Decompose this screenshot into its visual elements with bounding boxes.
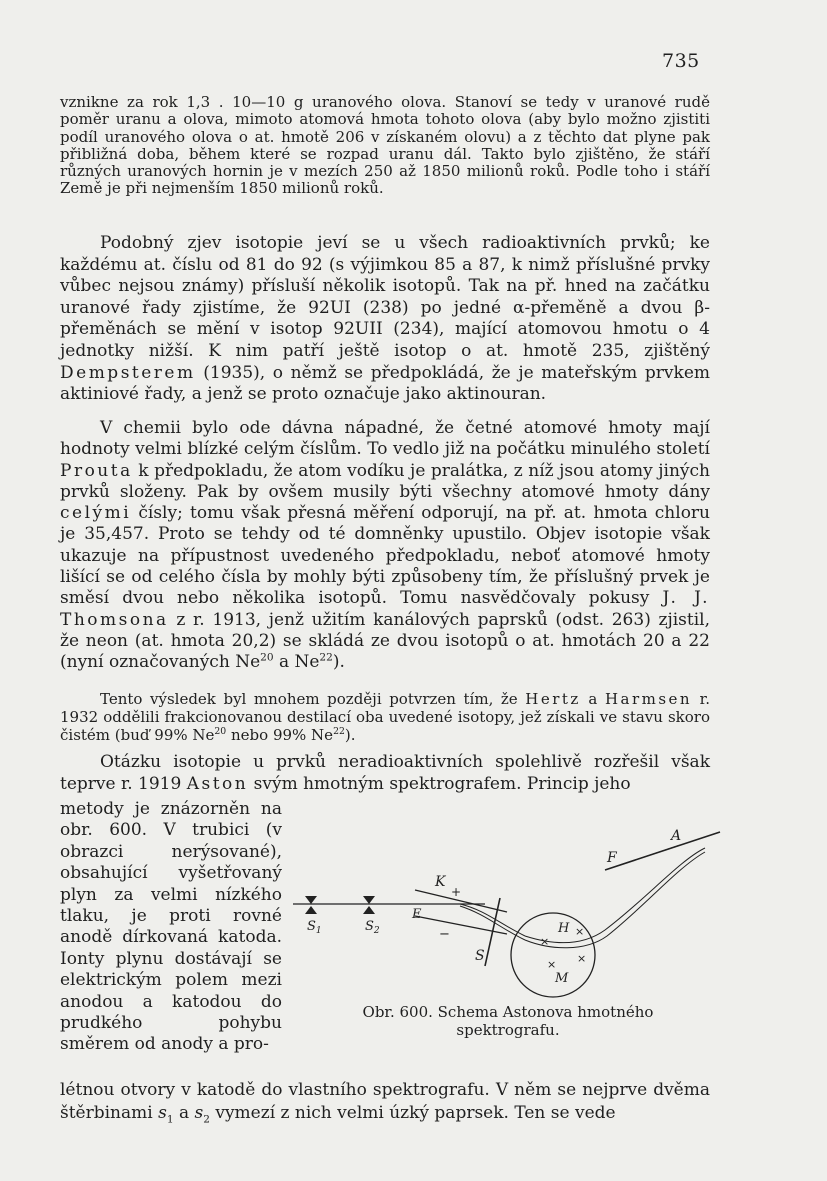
paragraph-4-part-b: r. 1932 oddělili frakcionovanou destilací oba uvedené isotopy, jež získali ve stavu skoro čistém (buď 99% Ne: [60, 690, 710, 744]
paragraph-2: [60, 233, 710, 406]
paragraph-4-note: [60, 691, 710, 744]
ne-symbol: Ne: [235, 652, 261, 673]
plate-edge: [620, 845, 680, 865]
paragraph-6-part-b: vymezí z nich velmi úzký paprsek. Ten se vede: [215, 1103, 616, 1123]
paragraph-5-part-b: svým hmotným spektrografem. Princip jeho: [253, 773, 631, 794]
aston-spectrograph-figure: [285, 820, 725, 1000]
paragraph-4-part-c: nebo 99% Ne: [231, 725, 334, 744]
slit-symbol-s2: s: [194, 1103, 204, 1123]
conjunction: a: [278, 652, 290, 673]
slit-s2-top: [363, 896, 375, 904]
paragraph-3-end: ).: [332, 652, 345, 673]
paragraph-4-end: ).: [344, 725, 356, 744]
slit-subscript-2: 2: [203, 1113, 210, 1126]
field-cross: ×: [575, 925, 585, 938]
conjunction: a: [178, 1103, 190, 1123]
label-s1: $S_1$: [307, 919, 322, 936]
ne-mass-22: 22: [333, 725, 345, 737]
paragraph-4-part-a: Tento výsledek byl mnohem později potvrzen tím, že: [100, 690, 518, 708]
paragraph-6: [60, 1079, 710, 1125]
paragraph-5-part-a: Otázku isotopie u prvků neradioaktivních spolehlivě rozřešil však teprve r. 1919: [60, 752, 710, 794]
ne-mass-20: 20: [214, 725, 227, 737]
figure-caption: Obr. 600. Schema Astonova hmotného spektrografu.: [362, 1003, 654, 1039]
field-cross: ×: [540, 935, 550, 948]
label-s: S: [475, 948, 485, 964]
name-thomson: J. J. Thomsona: [60, 588, 710, 630]
name-prout: Prouta: [60, 460, 133, 481]
emphasis-celymi: celými: [60, 503, 132, 524]
slit-s1-top: [305, 896, 317, 904]
label-h: H: [558, 921, 570, 936]
paragraph-1: [60, 94, 710, 198]
paragraph-5-left-column: metody je znázorněn na obr. 600. V trubici (v obrazci nerýsované), obsahující vyšetřovaný plyn za velmi nízkého tlaku, je proti rovné anodě dírkovaná katoda. Ionty plynu dostávají se elektrickým polem mezi anodou a katodou do prudkého pohybu směrem od anody a pro-: [60, 799, 282, 1055]
label-k: K: [435, 874, 446, 890]
paragraph-1-text: vznikne za rok 1,3 . 10—10 g uranového olova. Stanoví se tedy v uranové rudě poměr uranu a olova, mimoto atomová hmota tohoto olova (aby bylo možno zjistiti podíl uranového olova o at. hmotě 206 v získaném olovu) a z těchto dat plyne pak přibližná doba, během které se rozpad uranu dál. Takto bylo zjištěno, že stáří různých uranových hornin je v mezích 250 až 1850 milionů roků. Podle toho i stáří Země je při nejmenším 1850 milionů roků.: [60, 93, 710, 198]
label-m: M: [555, 971, 569, 986]
paragraph-3-part-d: z r. 1913, jenž užitím kanálových paprsků (odst. 263) zjistil, že neon (at. hmota 20,2) se skládá ze dvou isotopů o at. hmotách 20 a 22 (nyní označovaných: [60, 609, 711, 673]
slit-s2-bottom: [363, 906, 375, 914]
paragraph-2-tail: (1935), o němž se předpokládá, že je mateřským prvkem aktiniové řady, a jenž se proto označuje jako aktinouran.: [60, 362, 711, 405]
paragraph-2-text: Podobný zjev isotopie jeví se u všech radioaktivních prvků; ke každému at. číslu od 81 do 92 (s výjimkou 85 a 87, k nimž příslušné prvky vůbec nejsou známy) přísluší několik isotopů. Tak na př. hned na začátku uranové řady zjistíme, že 92UI (238) po jedné α-přeměně a dvou β-přeměnách se mění v isotop 92UII (234), mající atomovou hmotu o 4 jednotky nižší. K nim patří ještě isotop o at. hmotě 235, zjištěný: [60, 233, 710, 361]
ne-symbol: Ne: [294, 652, 320, 673]
paragraph-3-part-b: k předpokladu, že atom vodíku je pralátka, z níž jsou atomy jiných prvků složeny. Pak by ovšem musily býti všechny atomové hmoty dány: [60, 460, 711, 502]
page-number: 735: [662, 50, 700, 72]
label-minus: −: [439, 927, 450, 942]
paragraph-3: [60, 418, 710, 674]
name-harmsen: Harmsen: [604, 690, 693, 708]
name-hertz: Hertz: [525, 690, 581, 708]
slit-s1-bottom: [305, 906, 317, 914]
paragraph-6-part-a: létnou otvory v katodě do vlastního spektrografu. V něm se nejprve dvěma štěrbinami: [60, 1080, 710, 1123]
field-cross: ×: [547, 958, 557, 971]
label-plus: +: [451, 885, 462, 899]
conjunction: a: [588, 690, 598, 708]
paragraph-3-part-a: V chemii bylo ode dávna nápadné, že četné atomové hmoty mají hodnoty velmi blízké celým číslům. To vedlo již na počátku minulého století: [60, 418, 710, 460]
slit-symbol-s1: s: [158, 1103, 167, 1123]
ne-mass-22: 22: [319, 651, 333, 664]
name-dempster: Dempsterem: [60, 362, 196, 383]
label-s2: $S_2$: [365, 919, 380, 936]
field-cross: ×: [577, 952, 587, 965]
paragraph-3-part-c: čísly; tomu však přesná měření odporují, na př. at. hmota chloru je 35,457. Proto se tehdy od té domněnky upustilo. Objev isotopie však ukazuje na přípustnost uvedeného předpokladu, neboť atomové hmoty lišící se od celého čísla by mohly býti způsobeny tím, že příslušný prvek je směsí dvou nebo několika isotopů. Tomu nasvědčovaly pokusy: [60, 503, 711, 609]
label-f: F: [607, 850, 617, 866]
label-a: A: [671, 828, 682, 844]
ne-mass-20: 20: [260, 651, 274, 664]
paragraph-5: [60, 752, 710, 795]
label-e: E: [412, 907, 422, 922]
name-aston: Aston: [186, 773, 249, 794]
slit-subscript-1: 1: [166, 1113, 174, 1126]
